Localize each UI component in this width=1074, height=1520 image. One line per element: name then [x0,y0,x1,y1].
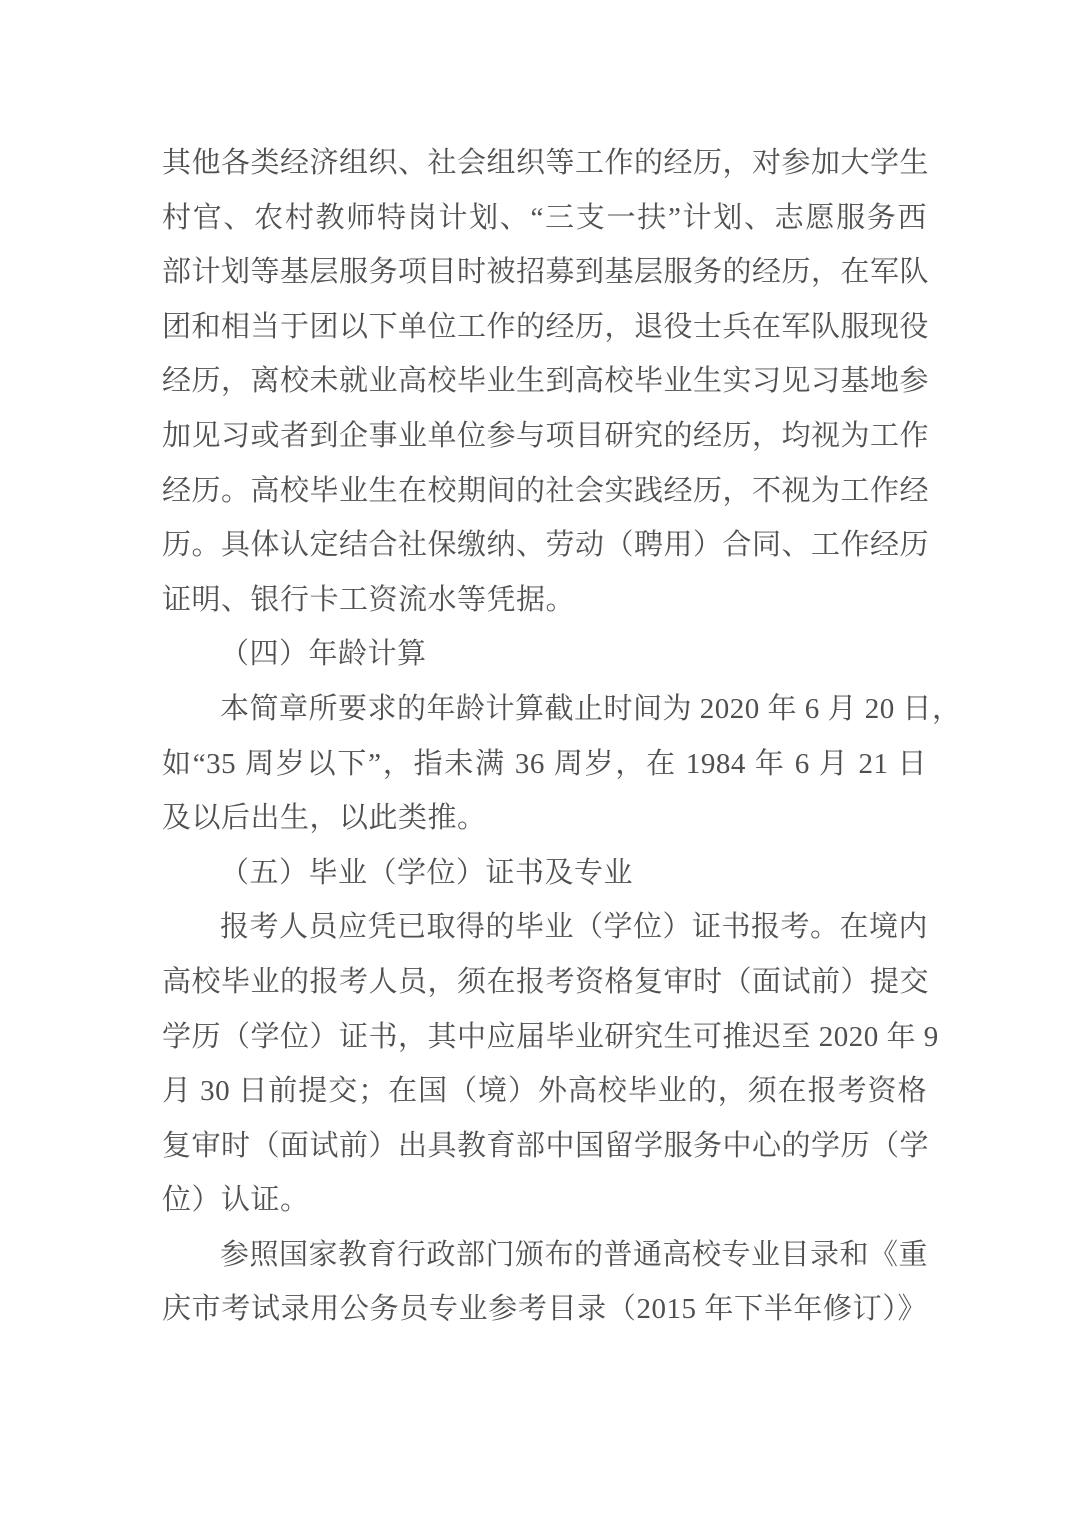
text-line: 证明、银行卡工资流水等凭据。 [162,583,576,616]
text-line: 村官、农村教师特岗计划、“三支一扶”计划、志愿服务西 [162,201,927,234]
text-line: 参照国家教育行政部门颁布的普通高校专业目录和《重 [220,1238,929,1271]
text-line: 位）认证。 [162,1184,310,1217]
text-line: 报考人员应凭已取得的毕业（学位）证书报考。在境内 [220,911,929,944]
text-line: 如“35 周岁以下”，指未满 36 周岁，在 1984 年 6 月 21 日 [162,747,927,780]
section-heading-age-calculation [162,627,927,682]
section-heading-diploma [162,846,927,901]
text-line: 庆市考试录用公务员专业参考目录（2015 年下半年修订）》 [162,1293,927,1326]
paragraph-major-catalog [162,1228,927,1337]
text-line: 月 30 日前提交；在国（境）外高校毕业的，须在报考资格 [162,1075,927,1108]
text-line: 及以后出生，以此类推。 [162,802,487,835]
document-text-block [162,136,962,1337]
text-line: 复审时（面试前）出具教育部中国留学服务中心的学历（学 [162,1129,930,1162]
text-line: 团和相当于团以下单位工作的经历，退役士兵在军队服现役 [162,310,930,343]
text-line: 加见习或者到企事业单位参与项目研究的经历，均视为工作 [162,419,930,452]
text-line: 历。具体认定结合社保缴纳、劳动（聘用）合同、工作经历 [162,529,930,562]
text-line: 部计划等基层服务项目时被招募到基层服务的经历，在军队 [162,256,930,289]
text-line: 经历。高校毕业生在校期间的社会实践经历，不视为工作经 [162,474,930,507]
text-line: 本简章所要求的年龄计算截止时间为 2020 年 6 月 20 日， [220,692,962,725]
heading-line: （四）年龄计算 [220,638,427,671]
text-line: 其他各类经济组织、社会组织等工作的经历，对参加大学生 [162,147,930,179]
text-line: 经历，离校未就业高校毕业生到高校毕业生实习见习基地参 [162,365,930,398]
heading-line: （五）毕业（学位）证书及专业 [220,856,634,889]
paragraph-age-calculation [162,682,962,846]
text-line: 高校毕业的报考人员，须在报考资格复审时（面试前）提交 [162,965,930,998]
text-line: 学历（学位）证书，其中应届毕业研究生可推迟至 2020 年 9 [162,1020,939,1053]
paragraph-diploma-requirements [162,900,939,1228]
paragraph-work-experience [162,136,930,627]
